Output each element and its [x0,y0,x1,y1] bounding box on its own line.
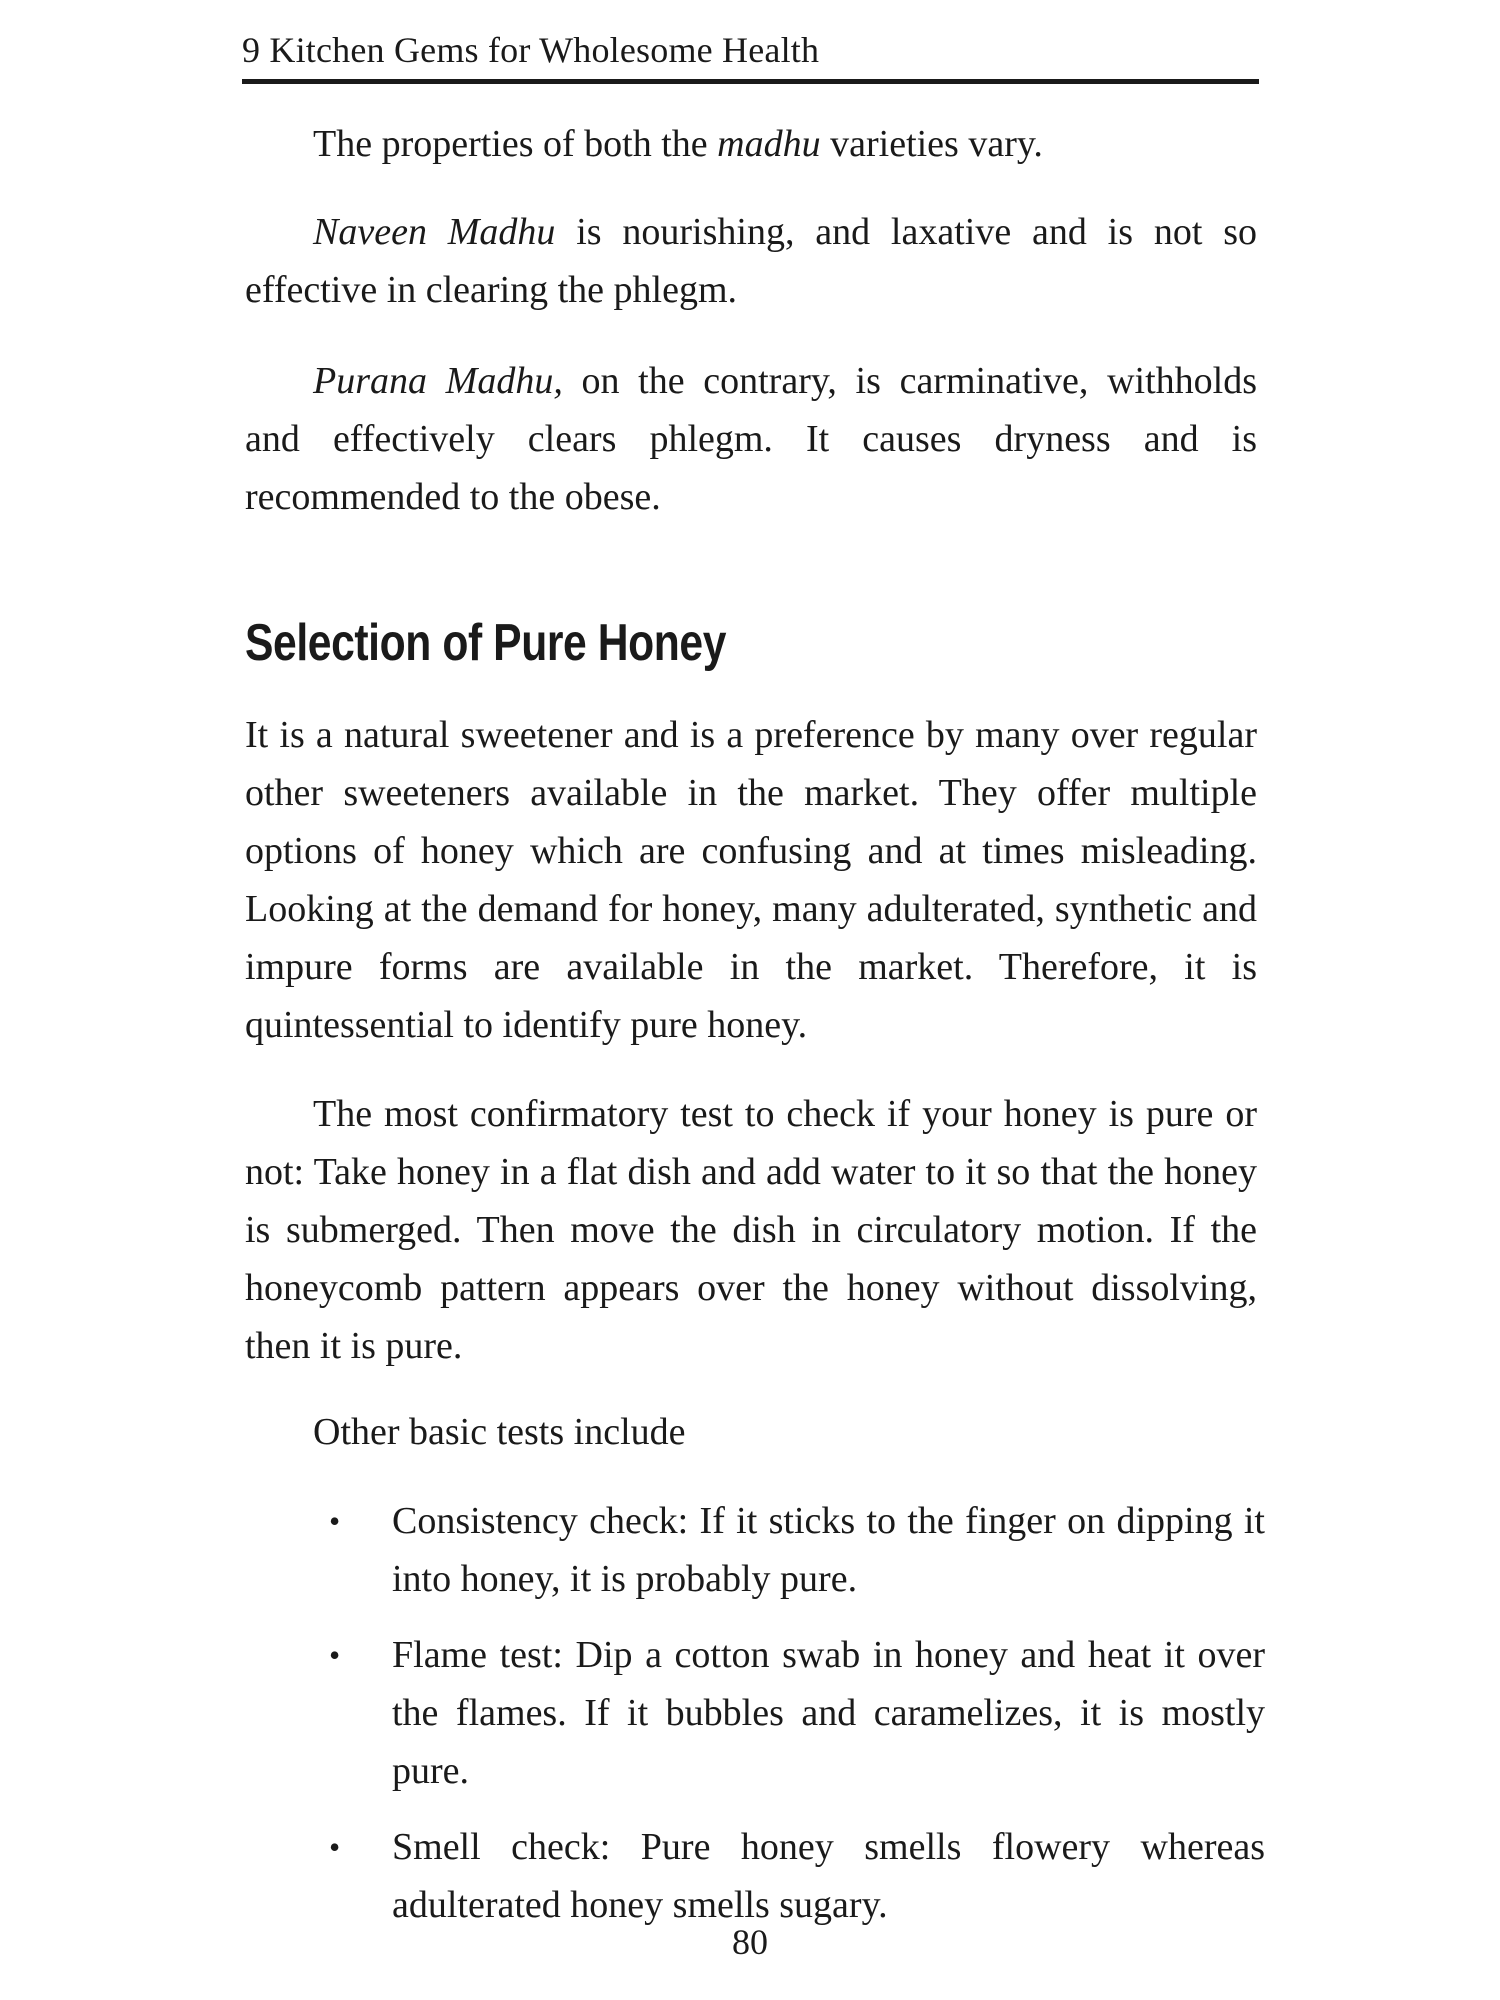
naveen-madhu-paragraph [245,203,1257,319]
list-item [245,1492,1265,1608]
naveen-madhu-term: Naveen Madhu [313,211,556,253]
smell-check-text: Smell check: Pure honey smells flowery whereas adulterated honey smells sugary. [392,1826,1265,1926]
header-rule [242,79,1259,84]
confirmatory-test-paragraph: The most confirmatory test to check if your honey is pure or not: Take honey in a flat dish and add water to it so that the honey is submerged. Then move the dish in circulatory motion. If the honeycomb pattern appears over the honey without dissolving, then it is pure. [245,1093,1257,1367]
natural-sweetener-paragraph: It is a natural sweetener and is a preference by many over regular other sweeteners available in the market. They offer multiple options of honey which are confusing and at times misleading. Looking at the demand for honey, many adulterated, synthetic and impure forms are available in the market. Therefore, it is quintessential to identify pure honey. [245,714,1257,1046]
purana-madhu-text: on the contrary, is carminative, withholds and effectively clears phlegm. It causes dryness and is recommended to the obese. [245,360,1257,518]
madhu-term: madhu [717,123,821,165]
bullet-icon: • [329,1829,341,1865]
other-tests-intro: Other basic tests include [313,1411,686,1453]
bullet-icon: • [329,1503,341,1539]
list-item [245,1626,1265,1800]
intro-paragraph-varieties [245,115,1257,173]
intro-text-part2: varieties vary. [820,123,1043,165]
purana-madhu-term: Purana Madhu, [313,360,563,402]
page-number: 80 [732,1922,768,1962]
intro-text-part1: The properties of both the [313,123,718,165]
flame-test-text: Flame test: Dip a cotton swab in honey and heat it over the flames. If it bubbles and caramelizes, it is mostly pure. [392,1634,1265,1792]
consistency-check-text: Consistency check: If it sticks to the finger on dipping it into honey, it is probably pure. [392,1500,1265,1600]
bullet-icon: • [329,1637,341,1673]
purana-madhu-paragraph [245,352,1257,526]
naveen-madhu-text: is nourishing, and laxative and is not so effective in clearing the phlegm. [245,211,1257,311]
running-header: 9 Kitchen Gems for Wholesome Health [242,30,820,70]
list-item [245,1818,1265,1934]
honey-tests-list [245,1492,1265,1952]
section-heading: Selection of Pure Honey [245,614,727,672]
